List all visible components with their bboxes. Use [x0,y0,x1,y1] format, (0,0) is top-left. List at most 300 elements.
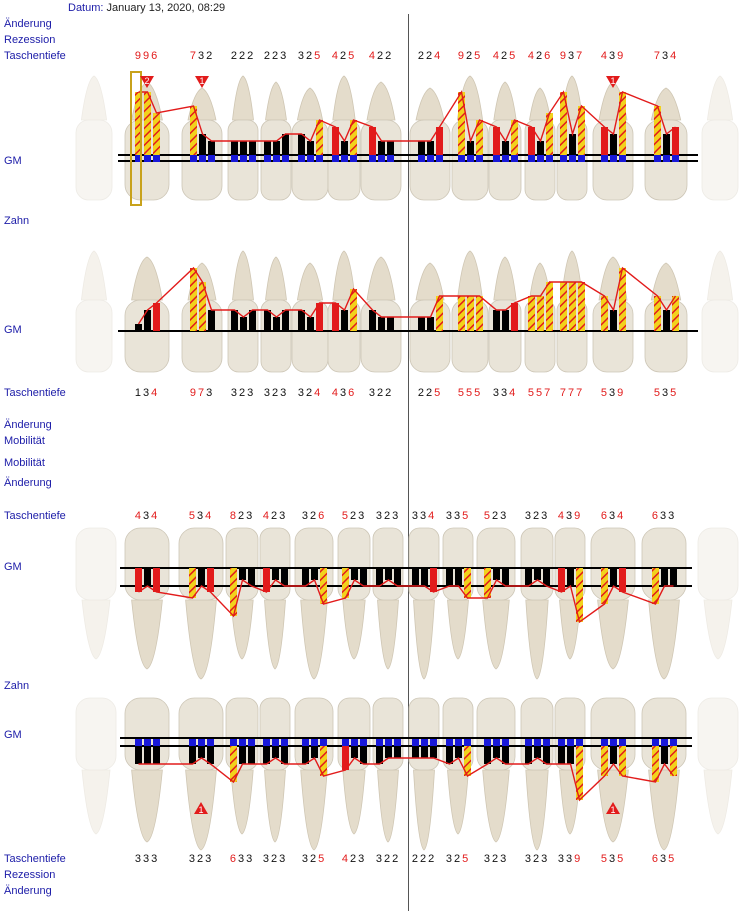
upper-buccal-hatch-2-c [153,113,160,155]
lower-buccal-gm-29-b [239,739,246,746]
tooth-upper-buccal-4[interactable] [228,76,258,200]
pd-palatal-12-site-b: 5 [535,387,545,399]
pd-buccal-3-site-c: 2 [206,50,215,62]
pd-buccal-2-site-c: 6 [151,50,160,62]
pd-buccal-lower-19-site-c: 5 [617,853,626,865]
pd-lingual-27-site-b: 2 [309,510,319,522]
upper-palatal-hatch-13-c [578,282,585,331]
pd-lingual-22-site-a: 5 [483,510,492,522]
pd-buccal-lower-22-site-c: 3 [500,853,509,865]
pd-lingual-21-site-b: 2 [532,510,542,522]
pd-buccal-lower-28-site-b: 2 [270,853,280,865]
pd-lingual-31-site-b: 3 [142,510,152,522]
pd-buccal-lower-20-site-c: 9 [574,853,583,865]
pd-lingual-29-site-c: 3 [246,510,255,522]
tooth-lower-buccal-24[interactable] [409,698,439,850]
lower-buccal-bar-24-b [421,746,428,758]
upper-buccal-gm-13-b [569,155,576,162]
upper-palatal-bar-6-b [307,317,314,331]
pd-lingual-23-site-b: 3 [453,510,463,522]
pd-palatal-8[interactable] [358,387,404,399]
lower-buccal-bar-22-c [502,746,509,764]
label-gm-upper-palatal: GM [4,324,22,336]
lower-buccal-gm-18-b [661,739,668,746]
pd-lingual-28-site-c: 3 [279,510,288,522]
lower-buccal-gm-24-b [421,739,428,746]
pd-buccal-lower-18-site-a: 6 [651,853,660,865]
pd-palatal-2[interactable] [124,387,170,399]
pd-buccal-lower-31-site-a: 3 [134,853,143,865]
pd-buccal-5-site-c: 3 [280,50,289,62]
pd-palatal-10-site-b: 5 [465,387,475,399]
pd-buccal-lower-25-site-c: 2 [392,853,401,865]
lower-buccal-bar-21-c [543,746,550,764]
upper-buccal-bar-15-c [672,127,679,155]
upper-palatal-bar-6-a [298,310,305,331]
tooth-lower-buccal-31[interactable] [125,698,169,842]
pd-buccal-lower-27-site-b: 2 [309,853,319,865]
marker-tooth-3[interactable] [195,76,209,88]
pd-lingual-27-site-a: 3 [301,510,310,522]
upper-buccal-gm-8-a [369,155,376,162]
label-taschentiefe-lower: Taschentiefe [4,853,66,865]
label-aenderung-mid1: Änderung [4,419,52,431]
upper-buccal-gm-6-a [298,155,305,162]
pd-buccal-10-site-b: 2 [465,50,475,62]
pd-buccal-8-site-b: 2 [376,50,386,62]
pd-palatal-4-site-b: 2 [238,387,248,399]
tooth-lower-buccal-30[interactable] [179,698,223,850]
pd-buccal-11-site-a: 4 [492,50,501,62]
pd-buccal-4-site-b: 2 [238,50,248,62]
lower-buccal-gm-24-c [430,739,437,746]
upper-buccal-gm-5-c [282,155,289,162]
upper-buccal-bar-5-a [264,141,271,155]
pd-buccal-lower-23-site-a: 3 [445,853,454,865]
lower-buccal-gm-23-c [464,739,471,746]
lower-buccal-gm-31-a [135,739,142,746]
label-taschentiefe-upper: Taschentiefe [4,50,66,62]
lower-buccal-gm-30-b [198,739,205,746]
lower-lingual-bar-20-b [567,568,574,586]
tooth-lower-lingual-17[interactable] [698,528,738,659]
tooth-lower-lingual-32[interactable] [76,528,116,659]
marker-tooth-14[interactable] [606,76,620,88]
pd-lingual-18-site-b: 3 [659,510,669,522]
lower-buccal-gm-26-c [360,739,367,746]
pd-palatal-6-site-a: 3 [297,387,306,399]
lower-buccal-bar-24-c [430,746,437,758]
tooth-lower-buccal-22[interactable] [477,698,515,842]
pd-lingual-25-site-c: 3 [392,510,401,522]
lower-buccal-bar-19-b [610,746,617,764]
pd-buccal-lower-30-site-c: 3 [205,853,214,865]
pd-lingual-31-site-c: 4 [151,510,160,522]
upper-buccal-gm-14-a [601,155,608,162]
upper-buccal-gm-5-a [264,155,271,162]
tooth-upper-palatal-1[interactable] [76,251,112,372]
lower-lingual-hatch-23-c [464,568,471,598]
upper-buccal-gm-5-b [273,155,280,162]
upper-buccal-bar-4-a [231,141,238,155]
pd-buccal-lower-29-site-a: 6 [229,853,238,865]
upper-palatal-bar-3-c [208,310,215,331]
pd-lingual-31[interactable] [124,510,170,522]
pd-buccal-14[interactable] [590,50,636,62]
lower-buccal-gm-19-a [601,739,608,746]
upper-buccal-gm-4-a [231,155,238,162]
lower-buccal-bar-18-b [661,746,668,764]
pd-lingual-20-site-a: 4 [557,510,566,522]
lower-buccal-bar-21-b [534,746,541,758]
upper-buccal-gm-8-c [387,155,394,162]
pd-lingual-28-site-a: 4 [262,510,271,522]
lower-lingual-bar-25-a [376,568,383,586]
pd-palatal-11-site-a: 3 [492,387,501,399]
lower-buccal-gm-30-a [189,739,196,746]
lower-buccal-gm-22-a [484,739,491,746]
pd-palatal-6-site-c: 4 [314,387,323,399]
pd-buccal-10-site-a: 9 [457,50,466,62]
upper-buccal-gm-12-b [537,155,544,162]
lower-lingual-bar-28-b [272,568,279,580]
lower-lingual-bar-27-a [302,568,309,586]
tooth-lower-buccal-28[interactable] [260,698,290,842]
upper-buccal-gm-2-c [153,155,160,162]
upper-palatal-bar-11-b [502,310,509,331]
pd-buccal-11-site-b: 2 [500,50,510,62]
tooth-lower-lingual-28[interactable] [260,528,290,669]
svg-text:2: 2 [144,76,150,86]
tooth-lower-buccal-18[interactable] [642,698,686,850]
lower-buccal-gm-18-a [652,739,659,746]
lower-lingual-bar-23-b [455,568,462,586]
upper-buccal-gm-7-a [332,155,339,162]
pd-buccal-2[interactable] [124,50,170,62]
tooth-lower-buccal-17[interactable] [698,698,738,834]
pd-buccal-lower-29-site-c: 3 [246,853,255,865]
upper-palatal-hatch-12-c [546,282,553,331]
upper-palatal-hatch-10-c [476,296,483,331]
pd-palatal-13[interactable] [549,387,595,399]
lower-lingual-bar-24-c [430,568,437,592]
upper-buccal-gm-6-b [307,155,314,162]
pd-lingual-30-site-a: 5 [188,510,197,522]
upper-buccal-gm-4-c [249,155,256,162]
pd-buccal-9-site-c: 4 [434,50,443,62]
pd-buccal-4-site-a: 2 [230,50,239,62]
label-zahn-upper: Zahn [4,215,30,227]
pd-palatal-10-site-c: 5 [474,387,483,399]
lower-buccal-gm-27-b [311,739,318,746]
upper-palatal-hatch-13-b [569,282,576,331]
lower-buccal-gm-20-a [558,739,565,746]
lower-buccal-gm-20-b [567,739,574,746]
pd-palatal-5-site-c: 3 [280,387,289,399]
label-mobilitaet-upper: Mobilität [4,435,45,447]
pd-lingual-18[interactable] [641,510,687,522]
lower-buccal-gm-27-a [302,739,309,746]
pd-palatal-14-site-b: 3 [608,387,618,399]
pd-buccal-15-site-a: 7 [653,50,662,62]
upper-palatal-hatch-3-a [190,268,197,331]
pd-buccal-lower-24-site-b: 2 [419,853,429,865]
pd-lingual-22[interactable] [473,510,519,522]
lower-lingual-bar-30-c [207,568,214,592]
lower-buccal-bar-22-a [484,746,491,764]
upper-buccal-bar-3-b [199,134,206,155]
pd-buccal-lower-20-site-a: 3 [557,853,566,865]
pd-palatal-13-site-c: 7 [576,387,585,399]
lower-lingual-bar-22-b [493,568,500,580]
upper-palatal-bar-2-a [135,324,142,331]
upper-palatal-hatch-10-b [467,296,474,331]
pd-buccal-3-site-b: 3 [197,50,207,62]
upper-buccal-bar-8-c [387,141,394,155]
tooth-upper-palatal-16[interactable] [702,251,738,372]
lower-lingual-bar-21-b [534,568,541,580]
pd-palatal-4-site-c: 3 [247,387,256,399]
label-gm-lower-lingual: GM [4,561,22,573]
tooth-lower-lingual-25[interactable] [373,528,403,669]
pd-lingual-23-site-a: 3 [445,510,454,522]
pd-buccal-5-site-b: 2 [271,50,281,62]
pd-buccal-15-site-c: 4 [670,50,679,62]
pd-buccal-3[interactable] [179,50,225,62]
pd-palatal-3[interactable] [179,387,225,399]
upper-buccal-gm-7-c [350,155,357,162]
pd-palatal-13-site-a: 7 [559,387,568,399]
upper-palatal-bar-5-b [273,317,280,331]
pd-lingual-18-site-a: 6 [651,510,660,522]
lower-lingual-bar-31-a [135,568,142,592]
pd-buccal-lower-22[interactable] [473,853,519,865]
lower-buccal-hatch-19-a [601,746,608,776]
upper-buccal-gm-10-c [476,155,483,162]
pd-buccal-lower-19-site-a: 5 [600,853,609,865]
lower-lingual-bar-27-b [311,568,318,580]
pd-palatal-2-site-a: 1 [134,387,143,399]
pd-lingual-26-site-b: 2 [349,510,359,522]
lower-lingual-bar-28-c [281,568,288,586]
pd-buccal-8-site-a: 4 [368,50,377,62]
upper-palatal-bar-9-b [427,317,434,331]
pd-buccal-lower-19[interactable] [590,853,636,865]
pd-buccal-lower-23-site-c: 5 [462,853,471,865]
lower-buccal-gm-22-b [493,739,500,746]
lower-buccal-bar-29-c [248,746,255,764]
pd-palatal-12-site-a: 5 [527,387,536,399]
tooth-lower-buccal-27[interactable] [295,698,333,850]
upper-palatal-bar-8-a [369,310,376,331]
upper-palatal-hatch-15-c [672,296,679,331]
lower-buccal-bar-20-b [567,746,574,764]
upper-palatal-bar-4-b [240,317,247,331]
upper-palatal-bar-8-b [378,317,385,331]
pd-buccal-lower-25-site-a: 3 [375,853,384,865]
pd-palatal-8-site-b: 2 [376,387,386,399]
pd-lingual-29-site-a: 8 [229,510,238,522]
tooth-lower-buccal-21[interactable] [521,698,553,850]
upper-buccal-bar-9-b [427,141,434,155]
pd-buccal-lower-30[interactable] [178,853,224,865]
lower-buccal-gm-29-a [230,739,237,746]
pd-palatal-9-site-b: 2 [425,387,435,399]
lower-buccal-gm-29-c [248,739,255,746]
pd-lingual-24-site-b: 3 [419,510,429,522]
lower-lingual-bar-24-a [412,568,419,586]
tooth-lower-buccal-32[interactable] [76,698,116,834]
tooth-lower-lingual-21[interactable] [521,528,553,679]
tooth-lower-buccal-19[interactable] [591,698,635,842]
pd-buccal-lower-28-site-c: 3 [279,853,288,865]
upper-buccal-gm-14-b [610,155,617,162]
pd-buccal-13-site-a: 9 [559,50,568,62]
pd-buccal-8[interactable] [358,50,404,62]
label-gm-upper-buccal: GM [4,155,22,167]
upper-buccal-bar-8-b [378,141,385,155]
datum: Datum: January 13, 2020, 08:29 [68,2,226,14]
label-aenderung-lower: Änderung [4,885,52,897]
upper-buccal-gm-15-a [654,155,661,162]
lower-buccal-bar-30-a [189,746,196,764]
pd-buccal-lower-21-site-b: 2 [532,853,542,865]
upper-buccal-gm-9-b [427,155,434,162]
label-taschentiefe-upper-palatal: Taschentiefe [4,387,66,399]
pd-buccal-lower-18-site-c: 5 [668,853,677,865]
upper-buccal-gm-3-a [190,155,197,162]
pd-palatal-15-site-a: 5 [653,387,662,399]
lower-buccal-bar-25-c [394,746,401,758]
upper-buccal-bar-7-b [341,141,348,155]
lower-lingual-bar-19-c [619,568,626,592]
pd-palatal-11-site-c: 4 [509,387,518,399]
pd-palatal-14[interactable] [590,387,636,399]
lower-lingual-bar-20-a [558,568,565,592]
pd-buccal-lower-26-site-b: 2 [349,853,359,865]
upper-buccal-gm-6-c [316,155,323,162]
pd-lingual-19-site-b: 3 [608,510,618,522]
pd-buccal-lower-31[interactable] [124,853,170,865]
tooth-lower-lingual-30[interactable] [179,528,223,679]
label-rezession-lower: Rezession [4,869,56,881]
pd-palatal-4-site-a: 3 [230,387,239,399]
tooth-lower-lingual-31[interactable] [125,528,169,669]
upper-buccal-gm-10-a [458,155,465,162]
upper-palatal-bar-14-b [610,310,617,331]
upper-buccal-gm-12-c [546,155,553,162]
upper-buccal-gm-3-c [208,155,215,162]
lower-buccal-gm-25-c [394,739,401,746]
pd-buccal-15-site-b: 3 [661,50,671,62]
tooth-lower-buccal-25[interactable] [373,698,403,842]
lower-buccal-bar-25-a [376,746,383,764]
pd-lingual-22-site-b: 2 [491,510,501,522]
pd-palatal-3-site-a: 9 [189,387,198,399]
upper-palatal-hatch-13-a [560,282,567,331]
pd-buccal-lower-21-site-a: 3 [524,853,533,865]
upper-palatal-bar-7-a [332,303,339,331]
pd-buccal-9-site-b: 2 [425,50,435,62]
pd-palatal-9-site-c: 5 [434,387,443,399]
lower-buccal-bar-26-b [351,746,358,758]
lower-lingual-bar-29-b [239,568,246,580]
upper-buccal-bar-4-b [240,141,247,155]
upper-buccal-gm-9-c [436,155,443,162]
tooth-lower-lingual-19[interactable] [591,528,635,669]
lower-lingual-hatch-30-a [189,568,196,598]
lower-buccal-gm-28-b [272,739,279,746]
pd-lingual-21-site-a: 3 [524,510,533,522]
pd-palatal-15[interactable] [643,387,689,399]
pd-buccal-13[interactable] [549,50,595,62]
label-aenderung-mid2: Änderung [4,477,52,489]
pd-buccal-lower-25-site-b: 2 [383,853,393,865]
pd-palatal-5-site-b: 2 [271,387,281,399]
pd-buccal-15[interactable] [643,50,689,62]
pd-palatal-7-site-a: 4 [331,387,340,399]
pd-buccal-lower-18[interactable] [641,853,687,865]
upper-buccal-bar-3-c [208,141,215,155]
pd-palatal-2-site-b: 3 [142,387,152,399]
pd-lingual-19[interactable] [590,510,636,522]
tooth-upper-palatal-8[interactable] [361,257,401,372]
lower-lingual-bar-26-b [351,568,358,580]
upper-buccal-gm-15-c [672,155,679,162]
upper-buccal-bar-6-b [307,141,314,155]
label-rezession-upper: Rezession [4,34,56,46]
tooth-lower-lingual-24[interactable] [409,528,439,679]
pd-buccal-lower-31-site-b: 3 [142,853,152,865]
pd-lingual-25-site-b: 2 [383,510,393,522]
lower-lingual-bar-31-c [153,568,160,592]
pd-buccal-lower-24-site-c: 2 [428,853,437,865]
upper-buccal-bar-14-b [610,134,617,155]
pd-lingual-20[interactable] [547,510,593,522]
lower-lingual-bar-29-c [248,568,255,586]
lower-lingual-bar-25-c [394,568,401,586]
upper-palatal-bar-9-a [418,317,425,331]
lower-buccal-gm-23-b [455,739,462,746]
lower-buccal-gm-18-c [670,739,677,746]
upper-palatal-hatch-15-a [654,296,661,331]
tooth-upper-buccal-16[interactable] [702,76,738,200]
lower-buccal-gm-22-c [502,739,509,746]
upper-buccal-bar-5-c [282,134,289,155]
lower-lingual-bar-21-c [543,568,550,586]
pd-lingual-26-site-a: 5 [341,510,350,522]
upper-buccal-bar-5-b [273,141,280,155]
tooth-upper-buccal-1[interactable] [76,76,112,200]
pd-buccal-lower-23-site-b: 2 [453,853,463,865]
lower-buccal-bar-29-b [239,746,246,764]
lower-buccal-gm-25-a [376,739,383,746]
pd-palatal-6-site-b: 2 [305,387,315,399]
upper-buccal-hatch-10-a [458,92,465,155]
pd-buccal-lower-20[interactable] [547,853,593,865]
pd-buccal-2-site-b: 9 [142,50,152,62]
lower-buccal-bar-23-b [455,746,462,758]
lower-lingual-bar-31-b [144,568,151,586]
pd-buccal-lower-29-site-b: 3 [237,853,247,865]
pd-buccal-2-site-a: 9 [134,50,143,62]
tooth-lower-lingual-18[interactable] [642,528,686,679]
pd-palatal-10-site-a: 5 [457,387,466,399]
pd-lingual-20-site-c: 9 [574,510,583,522]
pd-lingual-30[interactable] [178,510,224,522]
pd-buccal-5-site-a: 2 [263,50,272,62]
pd-buccal-lower-26-site-a: 4 [341,853,350,865]
